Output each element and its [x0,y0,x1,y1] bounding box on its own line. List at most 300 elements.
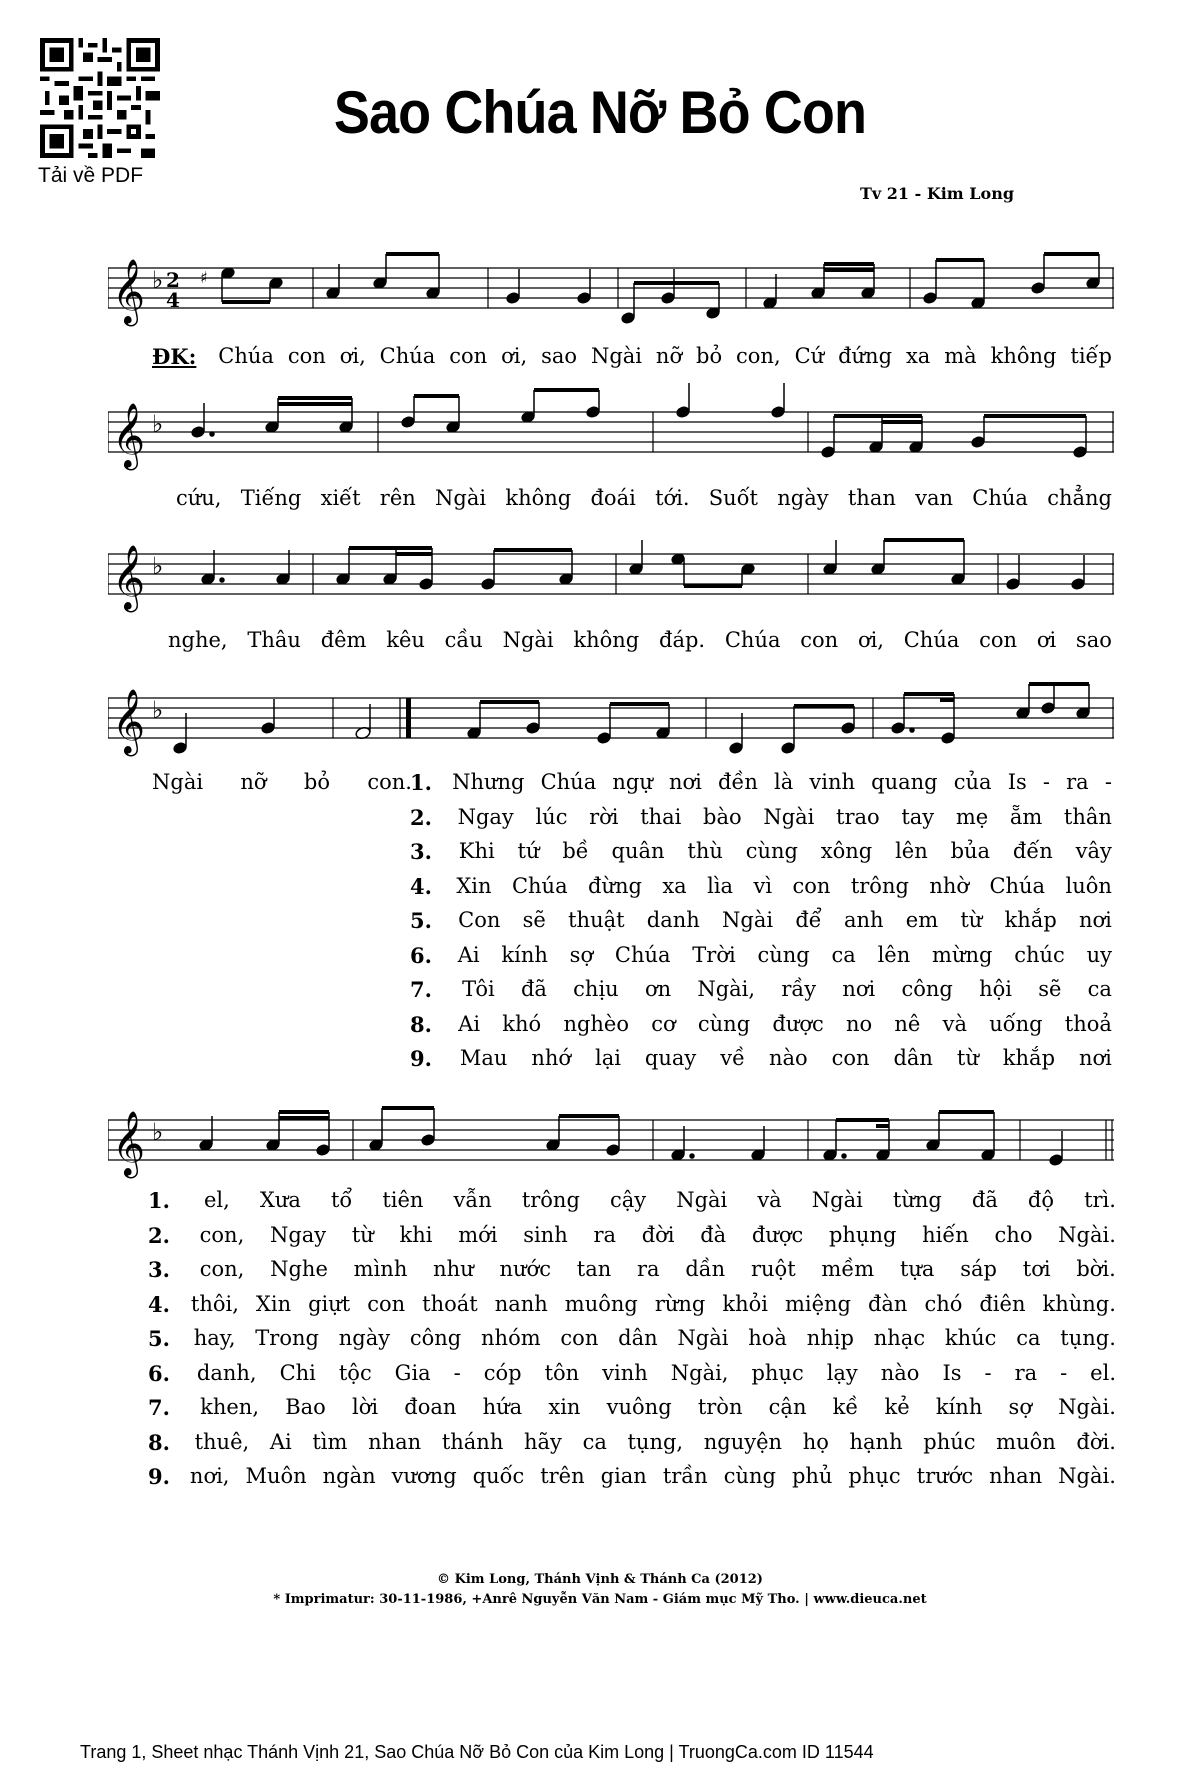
lyric-word: dân [618,1326,658,1350]
lyric-word: đừng [588,873,642,898]
lyric-word: chẳng [1047,486,1112,510]
lyric-word: từ [351,1222,374,1247]
lyric-word: vuông [606,1395,672,1419]
lyric-word: tròn [697,1395,743,1419]
treble-clef-icon: 𝄞 [112,259,146,324]
lyric-word: con, [199,1222,245,1247]
lyric-word: lại [595,1046,621,1070]
lyric-word: Is [942,1360,962,1385]
lyric-word: Gia [394,1360,431,1385]
verse-number: 4. [410,873,432,899]
lyric-word: sinh [523,1222,568,1247]
lyric-word: ca [1087,977,1112,1001]
lyric-word: van [915,486,954,510]
lyric-word: cóp [483,1360,522,1385]
lyric-word: nơi [1079,908,1112,932]
lyric-word: khen, [200,1395,260,1419]
lyric-word: đã [971,1188,998,1212]
lyric-word: nhờ [929,873,970,898]
lyric-word: quân [611,839,665,863]
lyric-word: khi [399,1222,433,1247]
verse-number: 2. [410,804,432,830]
lyric-word: Xin [456,873,492,898]
staff-system-4 [108,668,1114,778]
lyric-word: họ [802,1429,829,1454]
lyric-word: Ai [269,1429,292,1454]
lyric-word: con, [736,344,781,368]
lyric-word: xa [662,873,687,898]
lyric-word: dần [685,1257,726,1281]
lyric-word: tụng. [1060,1326,1116,1350]
lyric-word: ra [637,1257,660,1281]
svg-text:♯: ♯ [200,268,208,287]
lyric-word: để [795,908,822,932]
lyric-word: con [560,1326,599,1350]
lyric-word: - [453,1360,461,1385]
lyric-word: thù [687,839,723,863]
verse-number: 1. [410,770,432,795]
treble-clef-icon: 𝄞 [112,689,146,754]
flat-icon: ♭ [152,1118,164,1146]
lyric-word: ngự [612,770,653,794]
staff-system-2 [108,382,1114,492]
verse-number: 5. [148,1326,170,1351]
lyric-word: Ngài [811,1188,863,1212]
lyric-word: con. [367,770,412,794]
lyric-word: nỡ [240,770,267,794]
lyric-word: - [984,1360,992,1385]
lyric-word: cùng [697,1011,751,1036]
song-credit: Tv 21 - Kim Long [860,184,1015,203]
lyric-word: Chúa [379,344,436,368]
lyric-word: đời. [1076,1429,1116,1454]
lyric-word: uống [989,1011,1043,1036]
lyric-word: ca [1016,1326,1041,1350]
lyric-word: không [573,628,640,652]
lyric-word: tiên [382,1188,424,1212]
lyric-word: Ai [457,942,480,967]
lyric-word: danh [646,908,700,932]
lyric-word: bời. [1076,1257,1116,1281]
lyric-word: ca [831,942,856,967]
lyric-word: - [1104,770,1112,794]
lyric-word: xông [820,839,873,863]
lyric-word: rời [589,804,619,829]
lyric-word: như [433,1257,474,1281]
lyric-word: bào [703,804,742,829]
lyric-word: Ngay [457,804,514,829]
lyric-word: ngàn [322,1464,376,1488]
lyric-word: Xin [255,1291,292,1316]
lyric-word: đã [520,977,547,1001]
lyric-word: tôn [544,1360,580,1385]
lyric-word: trần [662,1464,708,1488]
lyric-word: mềm [821,1257,875,1281]
staff-system-1 [108,238,1114,358]
lyric-word: khúc [944,1326,997,1350]
lyric-word: ơi, [857,628,884,652]
lyric-word: khỏi [722,1291,768,1316]
lyric-word: Ngài [763,804,815,829]
verse-number: 8. [410,1011,432,1037]
lyric-word: Tôi [462,977,495,1001]
lyric-word: Tiếng [240,486,302,510]
lyric-word: Con [458,908,501,932]
lyric-word: Chúa [724,628,781,652]
verse-number: 3. [148,1257,170,1282]
verse-number: 8. [148,1429,170,1455]
lyric-word: kẻ [884,1395,910,1419]
lyric-word: rên [379,486,416,510]
lyric-word: em [905,908,939,932]
lyric-word: Ngài, [670,1360,729,1385]
lyric-word: sẽ [1038,977,1062,1001]
lyric-word: dân [893,1046,933,1070]
lyric-word: trông [521,1188,580,1212]
lyric-word: là [774,770,794,794]
lyric-word: đền [718,770,758,794]
lyric-word: quay [644,1046,697,1070]
lyric-word: Ngài. [1058,1222,1116,1247]
lyric-word: ẵm [1009,804,1043,829]
lyric-word: ngày [338,1326,391,1350]
lyric-word: nơi, [189,1464,230,1488]
lyric-word: no [846,1011,873,1036]
lyric-word: trên [540,1464,585,1488]
lyric-word: kêu [386,628,425,652]
lyric-word: Nghe [270,1257,328,1281]
flat-icon: ♭ [152,552,164,580]
lyric-word: đời [641,1222,675,1247]
lyric-word: nghe, [168,628,228,652]
lyric-word: trao [836,804,880,829]
lyric-word: sao [541,344,578,368]
lyric-word: ra [1066,770,1089,794]
lyric-word: được [751,1222,804,1247]
lyric-word: hoà [748,1326,787,1350]
lyric-word: nhóm [481,1326,541,1350]
lyric-word: el, [204,1188,230,1212]
lyric-word: từ [960,908,983,932]
lyric-word: ca [582,1429,607,1454]
lyric-word: gian [600,1464,647,1488]
lyric-word: con [287,344,326,368]
lyric-word: lời [352,1395,379,1419]
lyric-word: Cứ [794,344,825,368]
lyric-word: Ngài [677,1326,729,1350]
lyric-word: trông [850,873,909,898]
lyric-word: sáp [960,1257,997,1281]
lyric-word: con [831,1046,870,1070]
imprimatur-line: * Imprimatur: 30-11-1986, +Anrê Nguyễn Văn Nam - Giám mục Mỹ Tho. | www.dieuca.net [273,1592,927,1607]
lyric-word: khùng. [1042,1291,1116,1316]
lyric-word: đứng [838,344,893,368]
lyric-word: quốc [472,1464,525,1488]
lyric-word: Chúa [903,628,960,652]
lyric-word: đoái [590,486,636,510]
lyric-word: than [847,486,896,510]
lyric-word: chó [924,1291,963,1316]
staff-system-3 [108,524,1114,634]
lyric-word: vinh [809,770,856,794]
lyric-word: trước [916,1464,974,1488]
lyric-word: con, [199,1257,245,1281]
lyric-word: Ngài [676,1188,728,1212]
lyric-word: lạy [826,1360,858,1385]
lyric-word: kề [832,1395,859,1419]
lyric-word: phụng [828,1222,897,1247]
song-title: Sao Chúa Nỡ Bỏ Con [333,79,867,146]
lyric-word: Chúa [972,486,1028,510]
lyric-word: Ngài [502,628,554,652]
lyric-word: phục [751,1360,804,1385]
lyric-word: con [367,1291,406,1316]
treble-clef-icon: 𝄞 [112,403,146,468]
lyric-word: thoát [422,1291,478,1316]
lyric-word: cùng [745,839,798,863]
lyric-word: nào [768,1046,808,1070]
lyric-word: sợ [569,942,594,967]
lyric-word: vinh [602,1360,648,1385]
lyric-word: Chúa [989,873,1046,898]
lyric-word: từng [892,1188,942,1212]
lyric-word: Thâu [247,628,301,652]
lyric-word: nhạc [873,1326,926,1350]
verse-number: 6. [410,942,432,968]
time-signature-bottom: 4 [166,288,180,312]
lyric-word: phủ [791,1464,833,1488]
lyric-word: nhịp [806,1326,854,1350]
lyric-word: khắp [1002,1046,1056,1070]
lyric-word: công [901,977,953,1001]
lyric-word: công [409,1326,462,1350]
lyric-word: mới [458,1222,498,1247]
lyric-word: không [990,344,1057,368]
lyric-word: lìa [707,873,734,898]
lyric-word: phục [848,1464,901,1488]
lyric-word: hội [979,977,1012,1001]
lyric-word: tan [576,1257,612,1281]
verse-number: 9. [148,1464,170,1489]
lyric-word: mà [944,344,977,368]
lyric-word: sẽ [522,908,546,932]
lyric-word: thân [1063,804,1112,829]
lyric-word: tới. [655,486,690,510]
lyric-word: phúc [923,1429,976,1454]
lyric-word: thai [640,804,682,829]
lyric-word: tựa [899,1257,935,1281]
lyric-word: lên [895,839,928,863]
verse-number: 4. [148,1291,170,1317]
lyric-word: của [953,770,992,794]
lyric-word: luôn [1065,873,1112,898]
lyric-word: Ngài. [1058,1395,1116,1419]
lyric-word: con [449,344,488,368]
lyric-word: tiếp [1070,344,1112,368]
lyric-word: Suốt [708,486,758,510]
verse-number: 1. [148,1188,170,1213]
lyric-word: miệng [784,1291,851,1316]
lyric-word: khắp [1004,908,1057,932]
lyric-word: danh, [196,1360,257,1385]
lyric-word: bỏ [696,344,723,368]
lyric-word: Chúa [218,344,274,368]
treble-clef-icon: 𝄞 [112,1111,146,1176]
lyric-word: - [1042,770,1050,794]
lyric-word: ra [593,1222,616,1247]
lyric-word: nanh [494,1291,548,1316]
lyric-word: tay [901,804,935,829]
lyric-word: ơi, [501,344,528,368]
lyric-word: thuật [568,908,625,932]
lyric-word: từ [956,1046,979,1070]
lyric-word: ơn [644,977,672,1001]
lyric-word: nào [880,1360,920,1385]
lyric-word: con [792,873,831,898]
lyric-word: thuê, [194,1429,250,1454]
lyric-word: đáp. [659,628,706,652]
lyric-word: vẫn [453,1188,492,1212]
lyric-word: xin [548,1395,581,1419]
lyric-word: Ngài [722,908,774,932]
lyric-word: nghèo [563,1011,630,1036]
lyric-word: hãy [524,1429,562,1454]
lyric-word: hay, [193,1326,236,1350]
lyric-word: tộc [338,1360,372,1385]
lyric-word: hứa [482,1395,523,1419]
lyric-word: muôn [996,1429,1056,1454]
lyric-word: mình [353,1257,408,1281]
lyric-word: Muôn [245,1464,307,1488]
lyric-word: ruột [750,1257,796,1281]
lyric-word: Chúa [614,942,671,967]
lyric-word: nơi [1078,1046,1112,1070]
flat-icon: ♭ [152,410,164,438]
lyric-word: nhan [989,1464,1043,1488]
lyric-word: tổ [330,1188,353,1212]
lyric-word: Ngay [269,1222,327,1247]
lyric-word: nhan [368,1429,422,1454]
lyric-word: tơi [1022,1257,1051,1281]
lyric-word: cầu [444,628,483,652]
staff-system-5 [108,1090,1114,1200]
lyric-word: Nhưng [452,770,525,794]
lyric-word: nơi [668,770,702,794]
lyric-word: Khi [458,839,495,863]
lyric-word: về [720,1046,745,1070]
verse-number: 6. [148,1360,170,1386]
lyric-word: điên [979,1291,1026,1316]
lyric-word: bỏ [303,770,331,794]
lyric-word: rừng [654,1291,706,1316]
lyric-word: muông [564,1291,638,1316]
lyric-word: tụng, [627,1429,684,1454]
lyric-word: Trong [255,1326,319,1350]
lyric-word: khó [502,1011,542,1036]
treble-clef-icon: 𝄞 [112,545,146,610]
lyric-word: chịu [573,977,619,1001]
page-footer: Trang 1, Sheet nhạc Thánh Vịnh 21, Sao Chúa Nỡ Bỏ Con của Kim Long | TruongCa.com ID 11544 [80,1742,874,1762]
lyric-word: giựt [308,1291,351,1316]
lyric-word: cậy [609,1188,647,1212]
copyright-line: © Kim Long, Thánh Vịnh & Thánh Ca (2012) [437,1572,763,1587]
verse-number: 3. [410,839,432,864]
lyric-word: bề [562,839,589,863]
time-signature-top: 2 [166,268,180,292]
lyric-word: uy [1086,942,1112,967]
lyric-word: và [757,1188,782,1212]
lyric-word: đoan [404,1395,457,1419]
lyric-word: lên [877,942,911,967]
lyric-word: vây [1075,839,1112,863]
lyric-word: vương [391,1464,457,1488]
lyric-word: Xưa [259,1188,301,1212]
lyric-word: đến [1012,839,1053,863]
lyric-word: ngày [777,486,829,510]
lyric-word: cùng [723,1464,776,1488]
lyric-word: mẹ [955,804,989,829]
lyric-word: nỡ [655,344,683,368]
lyric-word: cùng [757,942,810,967]
lyric-word: kính [935,1395,983,1419]
lyric-word: độ [1027,1188,1055,1212]
lyric-word: Bao [285,1395,326,1419]
lyric-word: thoả [1064,1011,1112,1036]
lyric-word: Ngài [435,486,487,510]
lyric-word: tìm [312,1429,348,1454]
lyric-word: ơi, [339,344,366,368]
lyric-word: con [979,628,1018,652]
lyric-word: nước [499,1257,551,1281]
lyric-word: nguyện [703,1429,783,1454]
lyric-word: vì [753,873,773,898]
verse-number: 2. [148,1222,170,1248]
lyric-word: con [800,628,839,652]
lyric-word: không [505,486,572,510]
lyric-word: ơi [1036,628,1057,652]
verse-number: 7. [410,977,432,1002]
lyric-word: Chúa [511,873,568,898]
lyric-word: rầy [781,977,817,1001]
lyric-word: Ngài [590,344,642,368]
verse-number: 7. [148,1395,170,1420]
flat-icon: ♭ [152,696,164,724]
lyric-word: cơ [651,1011,676,1036]
lyric-word: hạnh [849,1429,903,1454]
lyric-word: nê [894,1011,921,1036]
lyric-word: sợ [1008,1395,1032,1419]
verse-number: 5. [410,908,432,933]
verse-number: 9. [410,1046,432,1071]
lyric-word: Is [1007,770,1027,794]
lyric-word: quang [871,770,938,794]
lyric-word: sao [1075,628,1112,652]
lyric-word: Ngài, [697,977,756,1001]
lyric-word: Chúa [540,770,597,794]
lyric-word: - [1060,1360,1068,1385]
lyric-word: anh [843,908,884,932]
lyric-word: trì. [1084,1188,1116,1212]
lyric-word: cứu, [176,486,222,510]
lyric-word: cận [768,1395,807,1419]
lyric-word: Ngài. [1058,1464,1116,1488]
lyric-word: kính [501,942,548,967]
lyric-word: đàn [867,1291,908,1316]
lyric-word: được [772,1011,824,1036]
lyric-word: xa [905,344,931,368]
lyric-word: đêm [320,628,367,652]
download-pdf-link[interactable]: Tải về PDF [38,164,144,187]
